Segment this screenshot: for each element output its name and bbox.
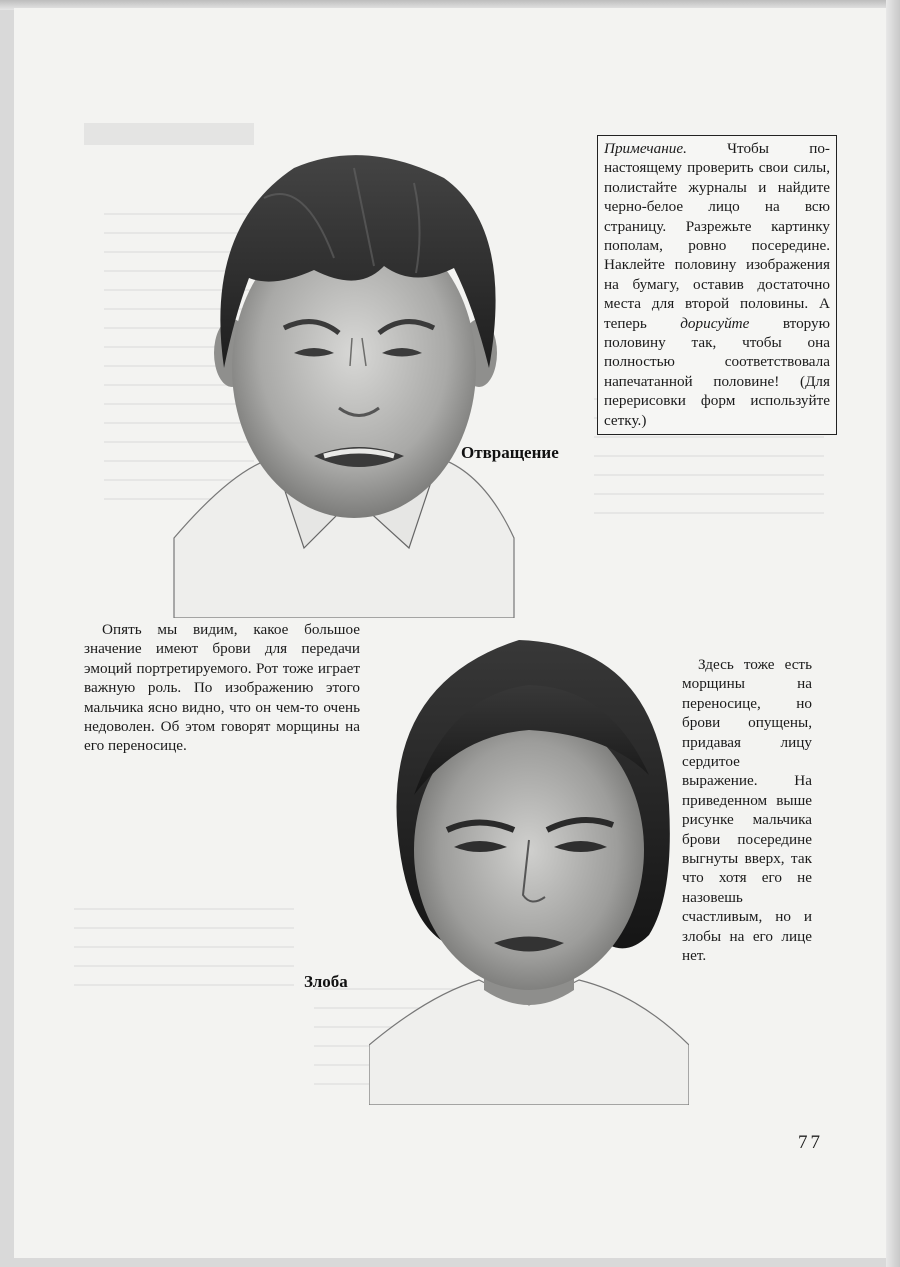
note-text-b: вторую половину так, чтобы она полностью соответствовала напечатанной половине! (Для перерисовки форм используйте сетку.)	[604, 314, 830, 429]
paragraph-woman: Здесь тоже есть морщины на переносице, но брови опущены, придавая лицу сердитое выражение. На приведенном выше рисунке мальчика брови посередине выгнуты вверх, так что хотя его не назовешь счастливым, но и злобы на его лице нет.	[682, 656, 812, 965]
caption-anger: Злоба	[304, 972, 348, 991]
caption-disgust: Отвращение	[461, 443, 559, 462]
note-label: Примечание.	[604, 140, 687, 157]
woman-portrait-illustration	[369, 625, 689, 1105]
scan-right-edge	[886, 0, 900, 1267]
note-text-a: Чтобы по-настоящему проверить свои силы, полистайте журналы и найдите черно-белое лицо на всю страницу. Разрежьте картинку пополам, ровно посередине. Наклейте половину изображения на бумагу, оставив достаточно места для второй половины. А теперь	[604, 140, 830, 332]
boy-portrait-illustration	[154, 138, 534, 618]
note-emphasis: дорисуйте	[680, 314, 750, 332]
page-number: 77	[798, 1132, 823, 1153]
note-box	[597, 135, 837, 435]
book-page	[14, 8, 886, 1258]
paragraph-boy: Опять мы видим, какое большое значение имеют брови для передачи эмоций портретируемого. Рот тоже играет важную роль. По изображению этого мальчика ясно видно, что он чем-то очень недоволен. Об этом говорят морщины на его переносице.	[84, 621, 360, 755]
bleed-through-block	[74, 908, 294, 988]
